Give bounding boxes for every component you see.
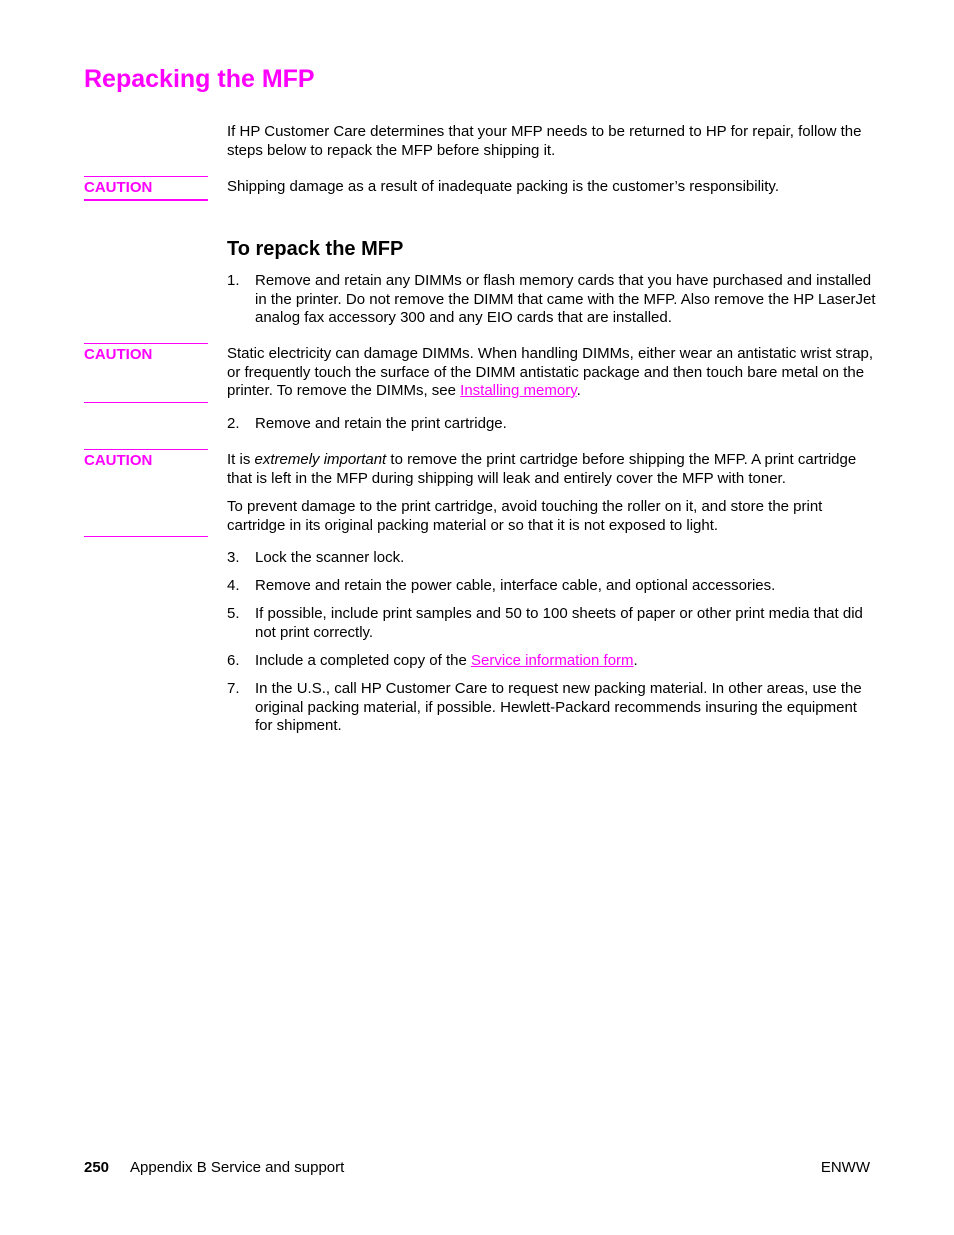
list-item: [227, 605, 877, 642]
step-number: 7.: [227, 680, 240, 697]
caution-bottom-rule: [84, 536, 208, 537]
caution-label: CAUTION: [84, 179, 153, 196]
caution-bottom-rule: [84, 402, 208, 403]
caution-text-part: to remove the print cartridge before shipping the MFP. A print cartridge that is left in the MFP during shipping will leak and entirely cover the MFP with toner.: [227, 451, 857, 487]
step-number: 4.: [227, 577, 240, 594]
caution-text-part: .: [576, 382, 581, 399]
page-title: Repacking the MFP: [84, 65, 315, 93]
caution-label: CAUTION: [84, 346, 153, 363]
caution-top-rule: [84, 343, 208, 344]
step-text-part: .: [633, 652, 638, 669]
step-text: Lock the scanner lock.: [255, 549, 405, 566]
caution-top-rule: [84, 176, 208, 177]
step-text: Remove and retain the power cable, interface cable, and optional accessories.: [255, 577, 776, 594]
caution-text: [227, 345, 877, 401]
caution-text-second-paragraph: To prevent damage to the print cartridge, avoid touching the roller on it, and store the print cartridge in its original packing material or so that it is not exposed to light.: [227, 498, 823, 534]
step-number: 6.: [227, 652, 240, 669]
step-text-part: Include a completed copy of the: [255, 652, 471, 669]
caution-text-part: It is: [227, 451, 255, 468]
list-item: [227, 680, 877, 736]
list-item: [227, 415, 877, 434]
caution-text-part: Static electricity can damage DIMMs. When handling DIMMs, either wear an antistatic wrist strap, or frequently touch the surface of the DIMM antistatic package and then touch bare metal on the printer. To remove the DIMMs, see: [227, 345, 874, 399]
step-number: 5.: [227, 605, 240, 622]
list-item: [227, 549, 877, 568]
step-text: [255, 652, 877, 671]
list-item: [227, 272, 877, 328]
caution-text: [227, 451, 877, 488]
section-heading: To repack the MFP: [227, 238, 404, 260]
step-text: If possible, include print samples and 50 to 100 sheets of paper or other print media that did not print correctly.: [255, 605, 863, 641]
installing-memory-link[interactable]: Installing memory: [460, 382, 577, 399]
footer-locale-code: ENWW: [820, 1159, 870, 1176]
step-text: Remove and retain the print cartridge.: [255, 415, 507, 432]
list-item: [227, 652, 877, 671]
step-text: Remove and retain any DIMMs or flash memory cards that you have purchased and installed in the printer. Do not remove the DIMM that came with the MFP. Also remove the HP LaserJet analog fax accessory 300 and any EIO cards that are installed.: [255, 272, 876, 326]
emphasis-text: extremely important: [254, 451, 387, 468]
page-number: 250: [84, 1159, 110, 1176]
footer-section-title: Appendix B Service and support: [130, 1159, 345, 1176]
caution-top-rule: [84, 449, 208, 450]
step-number: 3.: [227, 549, 240, 566]
step-text: In the U.S., call HP Customer Care to request new packing material. In other areas, use the original packing material, if possible. Hewlett-Packard recommends insuring the equipment for shipment.: [255, 680, 862, 734]
step-number: 1.: [227, 272, 240, 289]
caution-label: CAUTION: [84, 452, 153, 469]
caution-text: Shipping damage as a result of inadequate packing is the customer’s responsibility.: [227, 178, 779, 195]
service-information-form-link[interactable]: Service information form: [470, 652, 634, 669]
intro-paragraph: If HP Customer Care determines that your MFP needs to be returned to HP for repair, follow the steps below to repack the MFP before shipping it.: [227, 123, 862, 159]
step-number: 2.: [227, 415, 240, 432]
caution-bottom-rule: [84, 199, 208, 201]
list-item: [227, 577, 877, 596]
